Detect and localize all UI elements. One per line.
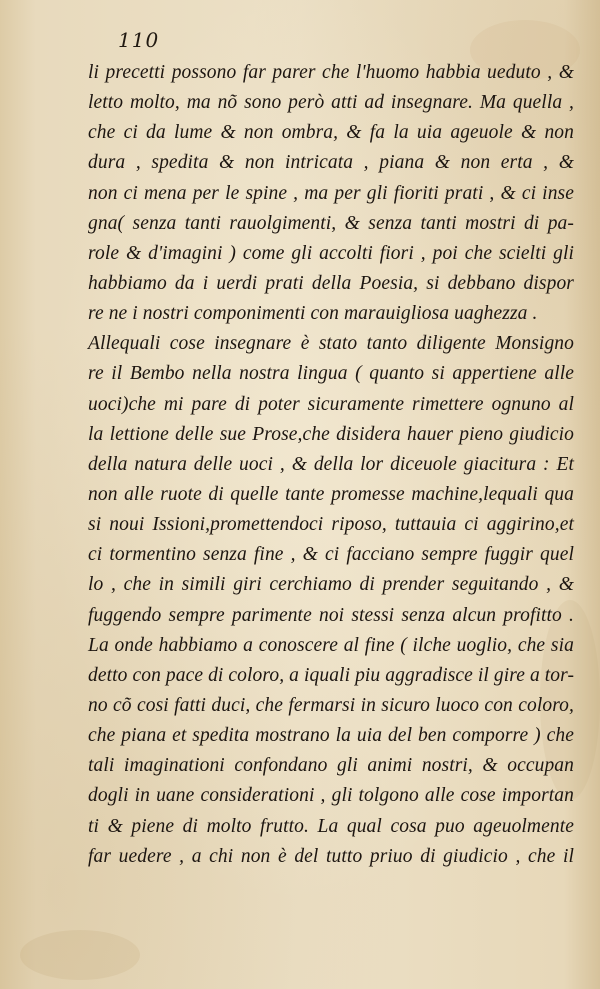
text-line: dura , spedita & non intricata , piana & non erta , & <box>88 152 574 174</box>
text-line: fuggendo sempre parimente noi stessi senza alcun profitto . <box>88 604 574 626</box>
text-line: no cõ cosi fatti duci, che fermarsi in sicuro luoco con coloro, <box>88 694 574 716</box>
body-text <box>88 58 574 872</box>
text-line: uoci)che mi pare di poter sicuramente rimettere ognuno al <box>88 393 574 415</box>
text-line: la lettione delle sue Prose,che disidera hauer pieno giudicio <box>88 423 574 445</box>
text-line: si noui Issioni,promettendoci riposo, tuttauia ci aggirino,et <box>88 514 574 536</box>
text-line: re il Bembo nella nostra lingua ( quanto si appertiene alle <box>88 363 574 385</box>
text-line: dogli in uane considerationi , gli tolgono alle cose importan <box>88 785 574 807</box>
page-number: 110 <box>118 28 160 52</box>
text-line: role & d'imagini ) come gli accolti fiori , poi che scielti gli <box>88 242 574 264</box>
text-line: che ci da lume & non ombra, & fa la uia ageuole & non <box>88 122 574 144</box>
text-line: gna( senza tanti rauolgimenti, & senza tanti mostri di pa- <box>88 212 574 234</box>
text-line: non alle ruote di quelle tante promesse machine,lequali qua <box>88 483 574 505</box>
text-line: non ci mena per le spine , ma per gli fioriti prati , & ci inse <box>88 182 574 204</box>
text-line: che piana et spedita mostrano la uia del ben comporre ) che <box>88 725 574 747</box>
text-line: tali imaginationi confondano gli animi nostri, & occupan <box>88 755 574 777</box>
text-line: La onde habbiamo a conoscere al fine ( ilche uoglio, che sia <box>88 634 574 656</box>
paper-stain <box>20 930 140 980</box>
text-line: della natura delle uoci , & della lor diceuole giacitura : Et <box>88 453 574 475</box>
text-line: re ne i nostri componimenti con marauigliosa uaghezza . <box>88 303 538 325</box>
text-line: far uedere , a chi non è del tutto priuo di giudicio , che il <box>88 845 574 867</box>
text-line: li precetti possono far parer che l'huomo habbia ueduto , & <box>88 62 574 83</box>
text-line: habbiamo da i uerdi prati della Poesia, si debbano dispor <box>88 272 574 294</box>
text-line: ci tormentino senza fine , & ci facciano sempre fuggir quel <box>88 544 574 566</box>
text-line: letto molto, ma nõ sono però atti ad insegnare. Ma quella , <box>88 92 574 114</box>
text-line: Allequali cose insegnare è stato tanto diligente Monsigno <box>88 333 574 355</box>
text-line: ti & piene di molto frutto. La qual cosa puo ageuolmente <box>88 815 574 837</box>
text-line: lo , che in simili giri cerchiamo di prender seguitando , & <box>88 574 574 596</box>
text-line: detto con pace di coloro, a iquali piu aggradisce il gire a tor- <box>88 664 575 686</box>
